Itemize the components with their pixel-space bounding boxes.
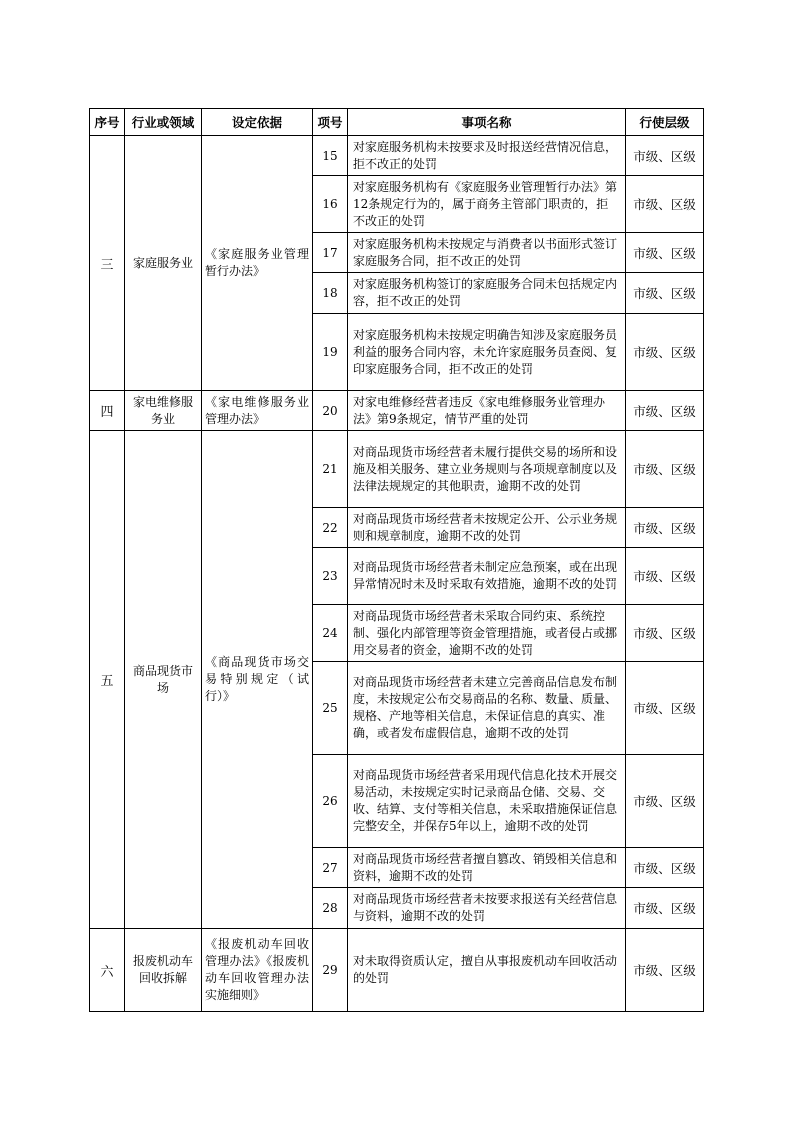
header-seq: 序号 [90, 109, 125, 136]
item-level: 市级、区级 [626, 508, 704, 548]
item-name: 对商品现货市场经营者未制定应急预案，或在出现异常情况时未及时采取有效措施，逾期不改的处罚 [348, 548, 626, 605]
item-name: 对商品现货市场经营者未履行提供交易的场所和设施及相关服务、建立业务规则与各项规章制度以及法律法规规定的其他职责，逾期不改的处罚 [348, 431, 626, 508]
item-number: 26 [313, 755, 348, 848]
group-industry: 家庭服务业 [125, 136, 202, 391]
item-number: 17 [313, 233, 348, 273]
item-number: 22 [313, 508, 348, 548]
item-number: 29 [313, 929, 348, 1012]
item-level: 市级、区级 [626, 548, 704, 605]
table-row [90, 431, 704, 508]
group-seq: 六 [90, 929, 125, 1012]
header-item-name: 事项名称 [348, 109, 626, 136]
item-number: 19 [313, 314, 348, 391]
item-name: 对家庭服务机构有《家庭服务业管理暂行办法》第12条规定行为的，属于商务主管部门职责的，拒不改正的处罚 [348, 176, 626, 233]
table-row [90, 929, 704, 1012]
item-name: 对商品现货市场经营者未按规定公开、公示业务规则和规章制度，逾期不改的处罚 [348, 508, 626, 548]
item-number: 25 [313, 662, 348, 755]
group-industry: 家电维修服务业 [125, 391, 202, 431]
item-level: 市级、区级 [626, 662, 704, 755]
item-name: 对商品现货市场经营者擅自篡改、销毁相关信息和资料，逾期不改的处罚 [348, 848, 626, 888]
header-row [90, 109, 704, 136]
item-number: 16 [313, 176, 348, 233]
item-number: 20 [313, 391, 348, 431]
item-level: 市级、区级 [626, 755, 704, 848]
item-name: 对家电维修经营者违反《家电维修服务业管理办法》第9条规定，情节严重的处罚 [348, 391, 626, 431]
group-seq: 五 [90, 431, 125, 929]
regulation-table [89, 108, 704, 1012]
item-number: 28 [313, 888, 348, 929]
item-number: 18 [313, 273, 348, 314]
item-level: 市级、区级 [626, 929, 704, 1012]
item-level: 市级、区级 [626, 136, 704, 176]
group-basis: 《商品现货市场交易特别规定（试行）》 [202, 431, 313, 929]
item-name: 对商品现货市场经营者未建立完善商品信息发布制度，未按规定公布交易商品的名称、数量、质量、规格、产地等相关信息，未保证信息的真实、准确，或者发布虚假信息，逾期不改的处罚 [348, 662, 626, 755]
group-industry: 报废机动车回收拆解 [125, 929, 202, 1012]
item-level: 市级、区级 [626, 233, 704, 273]
item-name: 对商品现货市场经营者采用现代信息化技术开展交易活动，未按规定实时记录商品仓储、交易、交收、结算、支付等相关信息，未采取措施保证信息完整安全，并保存5年以上，逾期不改的处罚 [348, 755, 626, 848]
item-level: 市级、区级 [626, 605, 704, 662]
group-basis: 《报废机动车回收管理办法》《报废机动车回收管理办法实施细则》 [202, 929, 313, 1012]
item-name: 对家庭服务机构未按要求及时报送经营情况信息，拒不改正的处罚 [348, 136, 626, 176]
item-number: 21 [313, 431, 348, 508]
group-seq: 四 [90, 391, 125, 431]
group-basis: 《家庭服务业管理暂行办法》 [202, 136, 313, 391]
item-number: 23 [313, 548, 348, 605]
item-name: 对家庭服务机构未按规定明确告知涉及家庭服务员利益的服务合同内容，未允许家庭服务员查阅、复印家庭服务合同，拒不改正的处罚 [348, 314, 626, 391]
item-level: 市级、区级 [626, 848, 704, 888]
item-level: 市级、区级 [626, 273, 704, 314]
item-number: 15 [313, 136, 348, 176]
item-name: 对家庭服务机构签订的家庭服务合同未包括规定内容，拒不改正的处罚 [348, 273, 626, 314]
item-number: 27 [313, 848, 348, 888]
table-row [90, 391, 704, 431]
item-level: 市级、区级 [626, 314, 704, 391]
item-number: 24 [313, 605, 348, 662]
header-industry: 行业或领域 [125, 109, 202, 136]
item-level: 市级、区级 [626, 176, 704, 233]
group-industry: 商品现货市场 [125, 431, 202, 929]
item-name: 对家庭服务机构未按规定与消费者以书面形式签订家庭服务合同，拒不改正的处罚 [348, 233, 626, 273]
item-name: 对商品现货市场经营者未按要求报送有关经营信息与资料，逾期不改的处罚 [348, 888, 626, 929]
item-level: 市级、区级 [626, 431, 704, 508]
group-basis: 《家电维修服务业管理办法》 [202, 391, 313, 431]
header-level: 行使层级 [626, 109, 704, 136]
header-basis: 设定依据 [202, 109, 313, 136]
item-level: 市级、区级 [626, 888, 704, 929]
table-row [90, 136, 704, 176]
group-seq: 三 [90, 136, 125, 391]
item-name: 对未取得资质认定，擅自从事报废机动车回收活动的处罚 [348, 929, 626, 1012]
header-item-number: 项号 [313, 109, 348, 136]
item-level: 市级、区级 [626, 391, 704, 431]
item-name: 对商品现货市场经营者未采取合同约束、系统控制、强化内部管理等资金管理措施，或者侵占或挪用交易者的资金，逾期不改的处罚 [348, 605, 626, 662]
